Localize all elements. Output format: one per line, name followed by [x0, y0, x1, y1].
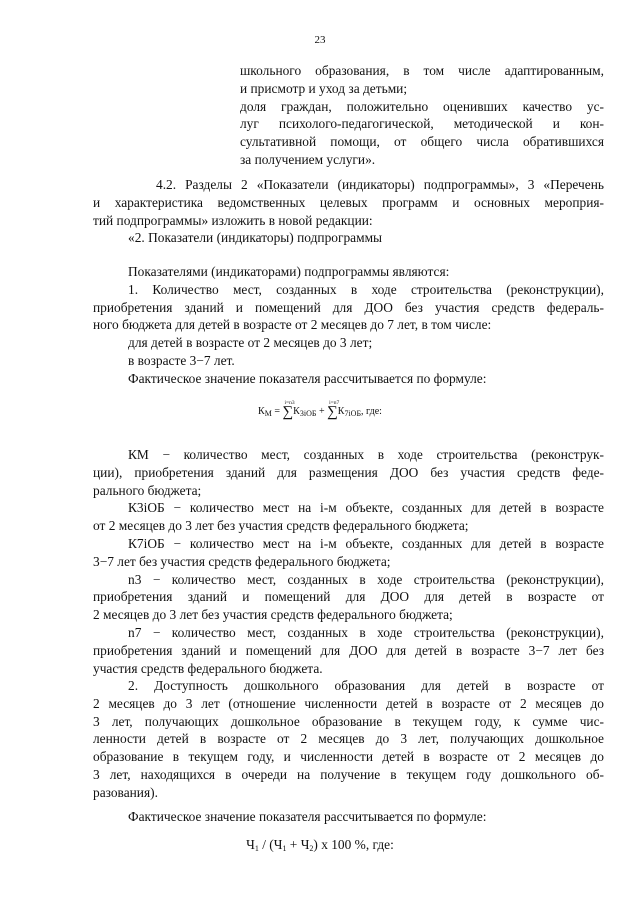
text-line: школьного образования, в том числе адаптированным,	[240, 63, 604, 78]
text-line: 2. Доступность дошкольного образования для детей в возрасте от	[128, 678, 604, 693]
formula-op: / (	[258, 837, 274, 852]
text-line: образование в текущем году, и численности детей в возрасте от 2 месяцев до	[93, 749, 604, 765]
text-line: К7iОБ − количество мест на i-м объекте, созданных для детей в возрасте	[128, 535, 604, 551]
formula-term: Ч	[246, 837, 255, 852]
text-line: тий подпрограммы» изложить в новой редакции:	[93, 212, 373, 228]
formula-op: +	[286, 837, 301, 852]
text-line: луг психолого-педагогической, методической и кон-	[240, 116, 604, 132]
text-line: 3−7 лет без участия средств федерального бюджета;	[93, 553, 391, 569]
formula-term: Ч	[273, 837, 283, 852]
text-line: ного бюджета для детей в возрасте от 2 месяцев до 7 лет, в том числе:	[93, 317, 492, 333]
text-line: n3 − количество мест, созданных в ходе строительства (реконструкции),	[128, 571, 604, 587]
text-line: и присмотр и уход за детьми;	[240, 80, 408, 96]
text-line: ции), приобретения зданий для размещения ДОО без участия средств феде-	[93, 464, 604, 480]
text-line: Показателями (индикаторами) подпрограммы являются:	[128, 264, 450, 279]
text-line: приобретения зданий и помещений для ДОО без участия средств федераль-	[93, 299, 604, 315]
formula-sub: 1	[282, 844, 287, 853]
text-line: приобретения зданий и помещений для ДОО для детей в возрасте от	[93, 589, 604, 605]
text-line: разования).	[93, 784, 158, 800]
text-line: 3 лет, получающих дошкольное образование в текущем году, к сумме чис-	[93, 713, 604, 729]
sum-limit: i=n7	[329, 400, 340, 406]
formula-term: К	[337, 406, 345, 417]
formula-term: Ч	[300, 837, 310, 852]
indicators-block	[93, 263, 604, 388]
formula-sub: 3iОБ	[299, 409, 317, 418]
text-line: доля граждан, положительно оценивших качество ус-	[240, 98, 604, 114]
formula-tail: ) х 100 %, где:	[313, 837, 394, 852]
text-line: сультативной помощи, от общего числа обратившихся	[240, 134, 604, 150]
section-heading: «2. Показатели (индикаторы) подпрограммы	[128, 230, 383, 246]
formula-sub: 7iОБ	[344, 409, 362, 418]
text-line: и характеристика ведомственных целевых программ и основных мероприя-	[93, 194, 604, 210]
text-line: за получением услуги».	[240, 151, 376, 167]
text-line: в возрасте 3−7 лет.	[128, 352, 235, 368]
formula-accessibility	[0, 837, 640, 853]
formula-sub: 2	[309, 844, 314, 853]
text-line: от 2 месяцев до 3 лет без участия средств федерального бюджета;	[93, 518, 469, 534]
section-4-2	[93, 176, 604, 247]
text-line: 2 месяцев до 3 лет без участия средств федерального бюджета;	[93, 607, 453, 623]
formula-lhs: К	[258, 406, 265, 417]
sum-limit: i=n3	[284, 400, 295, 406]
formula-tail: , где:	[361, 406, 382, 417]
text-line: 1. Количество мест, созданных в ходе строительства (реконструкции),	[128, 281, 604, 297]
text-line: 4.2. Разделы 2 «Показатели (индикаторы) подпрограммы», 3 «Перечень	[156, 177, 604, 192]
text-line: ленности детей в возрасте от 2 месяцев до 3 лет, получающих дошкольное	[93, 731, 604, 747]
text-line: рального бюджета;	[93, 482, 202, 498]
text-line: К3iОБ − количество мест на i-м объекте, созданных для детей в возрасте	[128, 500, 604, 516]
text-line: участия средств федерального бюджета.	[93, 660, 323, 676]
sum-symbol: ∑ i=n7	[327, 405, 338, 419]
text-line: Фактическое значение показателя рассчитывается по формуле:	[128, 808, 487, 824]
text-line: приобретения зданий и помещений для ДОО для детей в возрасте 3−7 лет без	[93, 642, 604, 658]
sum-symbol: ∑ i=n3	[282, 405, 293, 419]
accessibility-block	[93, 677, 604, 825]
text-line: 2 месяцев до 3 лет (отношение численности детей в возрасте от 2 месяцев до	[93, 695, 604, 711]
text-line: n7 − количество мест, созданных в ходе строительства (реконструкции),	[128, 624, 604, 640]
text-line: КМ − количество мест, созданных в ходе строительства (реконструк-	[128, 447, 604, 462]
formula-sub: 1	[254, 844, 259, 853]
definitions-block	[93, 446, 604, 677]
page-number: 23	[314, 34, 326, 46]
formula-plus: +	[318, 406, 325, 417]
text-line: 3 лет, находящихся в очереди на получение в текущем году дошкольного об-	[93, 766, 604, 782]
intro-block	[240, 62, 604, 169]
formula-sub: М	[264, 409, 272, 418]
formula-term: К	[293, 406, 300, 417]
text-line: для детей в возрасте от 2 месяцев до 3 лет;	[128, 335, 373, 351]
text-line: Фактическое значение показателя рассчитывается по формуле:	[128, 370, 487, 386]
formula-places: $К_М$ = ∑ i=n3 $К_{3iОБ}$ + ∑ i=n7 $К_{7iОБ}$, где:	[0, 405, 640, 421]
